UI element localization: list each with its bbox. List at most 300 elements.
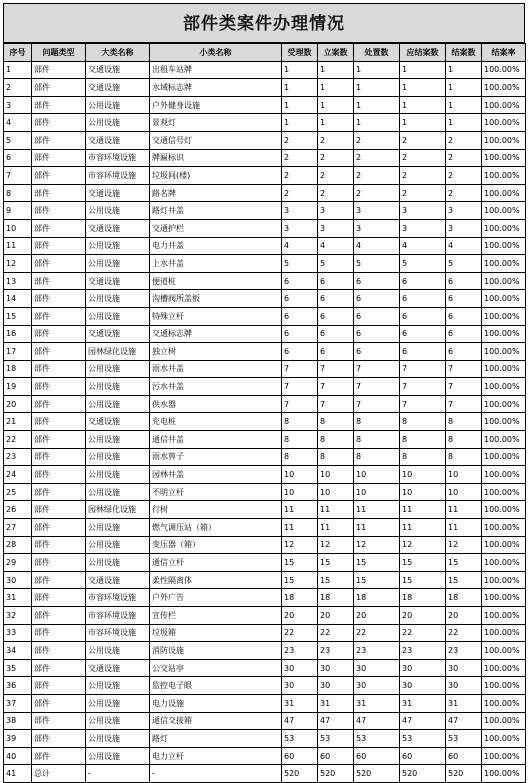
table-cell: 15 <box>446 554 482 572</box>
table-cell: 10 <box>400 466 446 484</box>
header-cell: 结案数 <box>446 44 482 62</box>
table-cell: 垃圾间(楼) <box>150 167 282 185</box>
table-cell: 公用设施 <box>86 431 150 449</box>
table-cell: 4 <box>4 114 32 132</box>
table-cell: 22 <box>446 624 482 642</box>
table-cell: 公用设施 <box>86 747 150 765</box>
table-cell: 交通护栏 <box>150 219 282 237</box>
table-cell: 交通设施 <box>86 79 150 97</box>
table-row <box>4 554 526 572</box>
table-cell: 2 <box>354 167 400 185</box>
table-cell: 6 <box>282 325 318 343</box>
table-cell: 47 <box>354 712 400 730</box>
table-row <box>4 677 526 695</box>
table-cell: 22 <box>282 624 318 642</box>
table-row <box>4 501 526 519</box>
table-cell: 2 <box>318 184 354 202</box>
table-cell: 部件 <box>32 712 86 730</box>
table-cell: 1 <box>400 79 446 97</box>
table-cell: 路灯 <box>150 730 282 748</box>
table-cell: 31 <box>354 694 400 712</box>
table-cell: 1 <box>318 96 354 114</box>
table-cell: 监控电子眼 <box>150 677 282 695</box>
table-cell: 6 <box>282 343 318 361</box>
table-cell: 部件 <box>32 290 86 308</box>
table-cell: 100.00% <box>482 219 526 237</box>
table-cell: 1 <box>400 96 446 114</box>
table-cell: 30 <box>282 659 318 677</box>
table-cell: 部件 <box>32 519 86 537</box>
table-cell: 22 <box>318 624 354 642</box>
table-cell: 公用设施 <box>86 378 150 396</box>
table-cell: 市容环境设施 <box>86 589 150 607</box>
table-cell: 部件 <box>32 589 86 607</box>
table-cell: 47 <box>400 712 446 730</box>
table-cell: 8 <box>4 184 32 202</box>
table-cell: 10 <box>282 466 318 484</box>
table-cell: 部件 <box>32 677 86 695</box>
header-cell: 大类名称 <box>86 44 150 62</box>
table-row <box>4 255 526 273</box>
table-cell: 9 <box>4 202 32 220</box>
table-cell: 8 <box>400 413 446 431</box>
table-cell: 10 <box>354 466 400 484</box>
table-cell: 11 <box>400 519 446 537</box>
header-cell: 小类名称 <box>150 44 282 62</box>
table-cell: 垃圾箱 <box>150 624 282 642</box>
table-cell: 23 <box>354 642 400 660</box>
table-cell: 100.00% <box>482 378 526 396</box>
table-cell: 公用设施 <box>86 448 150 466</box>
table-cell: 53 <box>318 730 354 748</box>
table-cell: 公用设施 <box>86 96 150 114</box>
table-cell: 100.00% <box>482 307 526 325</box>
table-cell: 31 <box>446 694 482 712</box>
table-cell: 雨水箅子 <box>150 448 282 466</box>
table-cell: 3 <box>318 202 354 220</box>
table-cell: 30 <box>4 571 32 589</box>
table-cell: 路名牌 <box>150 184 282 202</box>
table-cell: 8 <box>282 448 318 466</box>
table-cell: 2 <box>318 167 354 185</box>
table-cell: 部件 <box>32 642 86 660</box>
table-cell: 市容环境设施 <box>86 167 150 185</box>
table-cell: 公用设施 <box>86 677 150 695</box>
table-cell: 10 <box>446 466 482 484</box>
table-cell: 部件 <box>32 448 86 466</box>
table-cell: 100.00% <box>482 589 526 607</box>
table-cell: 18 <box>282 589 318 607</box>
table-cell: 公用设施 <box>86 395 150 413</box>
table-cell: 2 <box>354 149 400 167</box>
table-cell: 40 <box>4 747 32 765</box>
table-cell: 2 <box>400 131 446 149</box>
table-cell: 部件 <box>32 272 86 290</box>
table-cell: 5 <box>4 131 32 149</box>
table-cell: 100.00% <box>482 360 526 378</box>
table-row <box>4 431 526 449</box>
table-row <box>4 712 526 730</box>
table-cell: 柔性隔离体 <box>150 571 282 589</box>
table-cell: 6 <box>354 272 400 290</box>
table-cell: 部件 <box>32 378 86 396</box>
table-cell: 100.00% <box>482 712 526 730</box>
table-cell: 3 <box>282 202 318 220</box>
table-cell: 1 <box>400 61 446 79</box>
table-cell: 100.00% <box>482 659 526 677</box>
table-cell: 15 <box>282 554 318 572</box>
table-cell: 3 <box>400 202 446 220</box>
table-row <box>4 237 526 255</box>
table-cell: 2 <box>282 167 318 185</box>
table-cell: 27 <box>4 519 32 537</box>
table-cell: 7 <box>446 378 482 396</box>
table-cell: 22 <box>400 624 446 642</box>
table-cell: 6 <box>318 343 354 361</box>
table-cell: 31 <box>282 694 318 712</box>
table-cell: 公用设施 <box>86 694 150 712</box>
table-cell: 100.00% <box>482 466 526 484</box>
table-row <box>4 378 526 396</box>
table-cell: 电力井盖 <box>150 237 282 255</box>
table-cell: 30 <box>354 659 400 677</box>
table-cell: 特殊立杆 <box>150 307 282 325</box>
table-cell: 部件 <box>32 571 86 589</box>
table-cell: 7 <box>446 360 482 378</box>
table-cell: 6 <box>400 343 446 361</box>
table-cell: 2 <box>400 167 446 185</box>
table-row <box>4 483 526 501</box>
table-cell: 部件 <box>32 413 86 431</box>
table-cell: 53 <box>400 730 446 748</box>
table-cell: 7 <box>354 395 400 413</box>
table-cell: 100.00% <box>482 730 526 748</box>
table-cell: 20 <box>354 607 400 625</box>
table-cell: 变压器（箱） <box>150 536 282 554</box>
table-cell: 6 <box>282 272 318 290</box>
table-cell: 60 <box>400 747 446 765</box>
table-cell: 10 <box>4 219 32 237</box>
table-cell: 8 <box>354 413 400 431</box>
table-cell: 水域标志牌 <box>150 79 282 97</box>
table-cell: 100.00% <box>482 272 526 290</box>
table-row <box>4 694 526 712</box>
table-cell: 部件 <box>32 114 86 132</box>
table-cell: 30 <box>318 677 354 695</box>
table-cell: 7 <box>446 395 482 413</box>
table-cell: 13 <box>4 272 32 290</box>
table-row <box>4 536 526 554</box>
table-cell: 通信交接箱 <box>150 712 282 730</box>
table-cell: 6 <box>354 290 400 308</box>
table-cell: 31 <box>4 589 32 607</box>
table-cell: 部件 <box>32 747 86 765</box>
table-cell: 消防设施 <box>150 642 282 660</box>
table-cell: 53 <box>446 730 482 748</box>
table-cell: 1 <box>354 114 400 132</box>
table-row <box>4 131 526 149</box>
table-cell: 25 <box>4 483 32 501</box>
table-cell: 2 <box>282 131 318 149</box>
table-cell: 部件 <box>32 343 86 361</box>
table-cell: 部件 <box>32 219 86 237</box>
table-cell: 22 <box>4 431 32 449</box>
table-cell: 15 <box>354 571 400 589</box>
table-cell: 100.00% <box>482 167 526 185</box>
table-cell: 6 <box>354 325 400 343</box>
table-cell: 2 <box>354 184 400 202</box>
table-cell: 47 <box>318 712 354 730</box>
table-cell: 520 <box>354 765 400 783</box>
table-row <box>4 149 526 167</box>
table-cell: 520 <box>318 765 354 783</box>
table-cell: 100.00% <box>482 624 526 642</box>
table-cell: 1 <box>282 79 318 97</box>
table-cell: 通信井盖 <box>150 431 282 449</box>
table-cell: 53 <box>282 730 318 748</box>
table-row <box>4 272 526 290</box>
table-cell: 5 <box>446 255 482 273</box>
table-cell: 18 <box>318 589 354 607</box>
table-cell: 7 <box>400 378 446 396</box>
table-cell: 100.00% <box>482 61 526 79</box>
table-cell: 30 <box>282 677 318 695</box>
table-cell: 47 <box>446 712 482 730</box>
table-cell: 35 <box>4 659 32 677</box>
table-cell: 景观灯 <box>150 114 282 132</box>
table-cell: 100.00% <box>482 607 526 625</box>
header-cell: 序号 <box>4 44 32 62</box>
table-cell: 23 <box>400 642 446 660</box>
table-cell: 11 <box>400 501 446 519</box>
table-cell: 100.00% <box>482 747 526 765</box>
table-cell: 15 <box>318 571 354 589</box>
table-cell: 6 <box>354 343 400 361</box>
table-cell: 公用设施 <box>86 255 150 273</box>
table-row <box>4 413 526 431</box>
table-cell: 6 <box>318 325 354 343</box>
table-cell: 39 <box>4 730 32 748</box>
table-cell: 6 <box>400 325 446 343</box>
table-cell: 不明立杆 <box>150 483 282 501</box>
table-cell: 4 <box>446 237 482 255</box>
table-cell: 100.00% <box>482 343 526 361</box>
table-cell: 100.00% <box>482 501 526 519</box>
table-cell: 2 <box>446 184 482 202</box>
table-cell: 20 <box>282 607 318 625</box>
table-cell: 6 <box>446 290 482 308</box>
table-cell: 3 <box>446 219 482 237</box>
table-cell: 2 <box>4 79 32 97</box>
table-cell: 4 <box>318 237 354 255</box>
table-cell: 6 <box>446 325 482 343</box>
table-cell: 30 <box>318 659 354 677</box>
table-cell: 7 <box>354 378 400 396</box>
table-cell: 520 <box>400 765 446 783</box>
table-cell: 部件 <box>32 307 86 325</box>
report-title: 部件类案件办理情况 <box>3 3 525 43</box>
table-cell: 100.00% <box>482 536 526 554</box>
table-cell: 宣传栏 <box>150 607 282 625</box>
table-cell: 部件 <box>32 255 86 273</box>
table-cell: 32 <box>4 607 32 625</box>
table-cell: 部件 <box>32 501 86 519</box>
table-cell: 100.00% <box>482 79 526 97</box>
table-cell: 22 <box>354 624 400 642</box>
table-cell: 2 <box>446 149 482 167</box>
table-cell: 1 <box>446 114 482 132</box>
table-cell: 8 <box>354 431 400 449</box>
table-cell: 2 <box>318 131 354 149</box>
table-cell: 60 <box>318 747 354 765</box>
table-row <box>4 571 526 589</box>
table-cell: 12 <box>4 255 32 273</box>
table-cell: 7 <box>282 378 318 396</box>
table-cell: 2 <box>400 149 446 167</box>
table-cell: 520 <box>282 765 318 783</box>
table-cell: 100.00% <box>482 694 526 712</box>
table-cell: 100.00% <box>482 413 526 431</box>
table-cell: 23 <box>282 642 318 660</box>
table-cell: 1 <box>318 114 354 132</box>
table-cell: 11 <box>318 501 354 519</box>
table-cell: 1 <box>354 96 400 114</box>
table-cell: 7 <box>282 395 318 413</box>
table-row <box>4 290 526 308</box>
table-cell: 交通设施 <box>86 413 150 431</box>
table-cell: 1 <box>4 61 32 79</box>
table-cell: 100.00% <box>482 290 526 308</box>
table-row <box>4 343 526 361</box>
table-cell: 14 <box>4 290 32 308</box>
table-cell: 21 <box>4 413 32 431</box>
table-cell: 2 <box>354 131 400 149</box>
table-cell: 6 <box>318 272 354 290</box>
table-cell: 23 <box>4 448 32 466</box>
table-cell: 15 <box>446 571 482 589</box>
table-cell: 充电桩 <box>150 413 282 431</box>
table-cell: 部件 <box>32 659 86 677</box>
table-cell: 26 <box>4 501 32 519</box>
table-cell: 1 <box>318 61 354 79</box>
table-cell: 15 <box>318 554 354 572</box>
table-row <box>4 607 526 625</box>
table-cell: 60 <box>282 747 318 765</box>
table-cell: 公用设施 <box>86 554 150 572</box>
table-cell: 1 <box>354 61 400 79</box>
table-cell: 公用设施 <box>86 202 150 220</box>
table-cell: 520 <box>446 765 482 783</box>
table-cell: 10 <box>354 483 400 501</box>
table-cell: 10 <box>400 483 446 501</box>
table-cell: 23 <box>446 642 482 660</box>
table-cell: 11 <box>282 519 318 537</box>
table-cell: 12 <box>318 536 354 554</box>
table-cell: 部件 <box>32 694 86 712</box>
table-cell: 便道桩 <box>150 272 282 290</box>
table-cell: 18 <box>400 589 446 607</box>
table-cell: 部件 <box>32 466 86 484</box>
table-cell: 30 <box>446 659 482 677</box>
table-cell: 部件 <box>32 237 86 255</box>
table-cell: 30 <box>400 677 446 695</box>
table-body <box>4 61 526 782</box>
table-cell: 2 <box>282 184 318 202</box>
table-cell: 5 <box>318 255 354 273</box>
report-sheet <box>3 3 525 783</box>
table-cell: 8 <box>354 448 400 466</box>
table-cell: 6 <box>318 307 354 325</box>
table-cell: 1 <box>400 114 446 132</box>
table-cell: 1 <box>282 114 318 132</box>
table-cell: 6 <box>446 343 482 361</box>
table-row <box>4 61 526 79</box>
table-cell: 雨水井盖 <box>150 360 282 378</box>
table-cell: 7 <box>4 167 32 185</box>
table-cell: 交通设施 <box>86 61 150 79</box>
table-cell: 6 <box>400 307 446 325</box>
table-cell: 11 <box>446 501 482 519</box>
table-cell: 100.00% <box>482 114 526 132</box>
table-cell: 15 <box>282 571 318 589</box>
table-cell: 30 <box>446 677 482 695</box>
table-cell: 8 <box>282 413 318 431</box>
table-cell: 上水井盖 <box>150 255 282 273</box>
table-cell: 5 <box>400 255 446 273</box>
table-cell: 6 <box>446 307 482 325</box>
table-cell: 燃气调压站（箱） <box>150 519 282 537</box>
table-cell: 部件 <box>32 554 86 572</box>
table-cell: 1 <box>446 79 482 97</box>
table-cell: 路灯井盖 <box>150 202 282 220</box>
table-cell: 7 <box>354 360 400 378</box>
header-cell: 问题类型 <box>32 44 86 62</box>
table-cell: 6 <box>400 272 446 290</box>
table-cell: 7 <box>318 378 354 396</box>
table-cell: 8 <box>282 431 318 449</box>
table-cell: 1 <box>282 61 318 79</box>
table-cell: 100.00% <box>482 255 526 273</box>
header-row <box>4 44 526 62</box>
table-cell: 交通信号灯 <box>150 131 282 149</box>
table-cell: 2 <box>282 149 318 167</box>
table-cell: 12 <box>354 536 400 554</box>
table-cell: 园林绿化设施 <box>86 343 150 361</box>
table-cell: 4 <box>354 237 400 255</box>
table-cell: 20 <box>318 607 354 625</box>
table-row <box>4 395 526 413</box>
table-cell: 牌匾标识 <box>150 149 282 167</box>
table-cell: 11 <box>318 519 354 537</box>
table-cell: 8 <box>400 431 446 449</box>
table-cell: 1 <box>354 79 400 97</box>
table-cell: 电力设施 <box>150 694 282 712</box>
table-cell: 公用设施 <box>86 360 150 378</box>
table-cell: 部件 <box>32 202 86 220</box>
table-cell: 园林井盖 <box>150 466 282 484</box>
table-cell: 2 <box>446 167 482 185</box>
table-cell: 53 <box>354 730 400 748</box>
table-cell: 公用设施 <box>86 519 150 537</box>
table-cell: 11 <box>282 501 318 519</box>
table-cell: 交通设施 <box>86 325 150 343</box>
table-cell: 11 <box>354 519 400 537</box>
table-cell: 公用设施 <box>86 290 150 308</box>
table-row <box>4 202 526 220</box>
table-cell: 15 <box>354 554 400 572</box>
table-cell: 部件 <box>32 131 86 149</box>
table-cell: 1 <box>318 79 354 97</box>
